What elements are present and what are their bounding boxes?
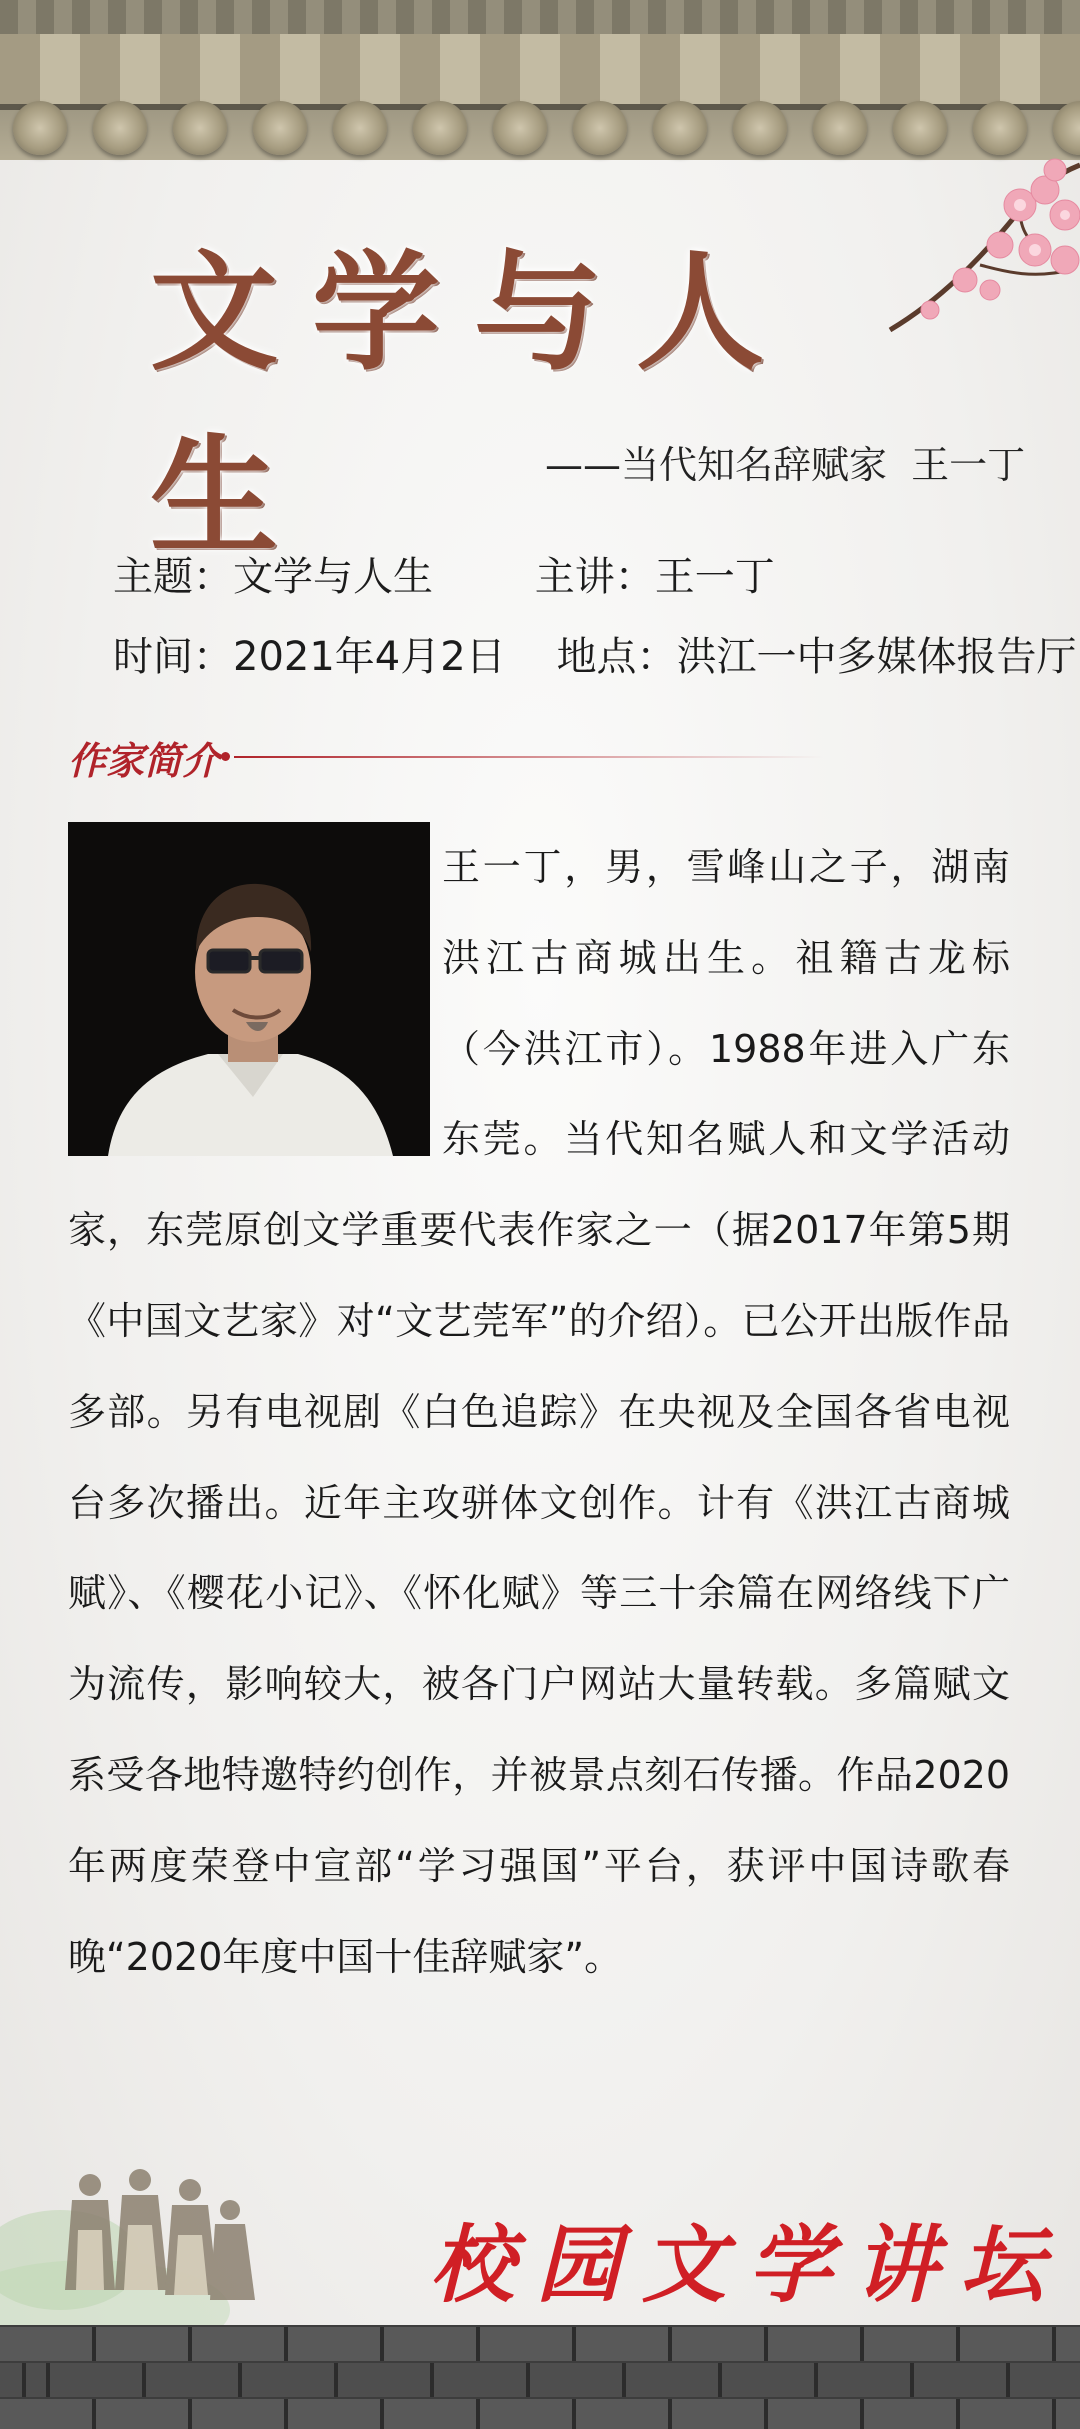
roof-tiles-decoration	[0, 0, 1080, 160]
slogan: 校园文学讲坛	[430, 2215, 1067, 2314]
cherry-blossom-branch-icon	[870, 150, 1080, 350]
brick-wall-decoration	[0, 2325, 1080, 2429]
page-title: 文学与人生	[150, 238, 799, 572]
photo-spacer	[68, 822, 430, 1154]
author-bio	[68, 822, 1010, 2002]
speaker-label: 主讲：	[534, 554, 655, 600]
ancient-scholars-painting	[0, 2140, 300, 2340]
section-divider	[234, 756, 824, 758]
speaker-value: 王一丁	[654, 554, 775, 600]
time-value: 2021年4月2日	[233, 634, 506, 680]
bio-text: 王一丁，男，雪峰山之子，湖南洪江古商城出生。祖籍古龙标（今洪江市）。1988年进入广东东莞。当代知名赋人和文学活动家，东莞原创文学重要代表作家之一（据2017年第5期《中国文艺家》对“文艺莞军”的介绍）。已公开出版作品多部。另有电视剧《白色追踪》在央视及全国各省电视台多次播出。近年主攻骈体文创作。计有《洪江古商城赋》、《樱花小记》、《怀化赋》等三十余篇在网络线下广为流传，影响较大，被各门户网站大量转载。多篇赋文系受各地特邀特约创作，并被景点刻石传播。作品2020年两度荣登中宣部“学习强国”平台，获评中国诗歌春晚“2020年度中国十佳辞赋家”。	[68, 845, 1010, 1979]
section-dot-icon	[221, 752, 230, 761]
venue-value: 洪江一中多媒体报告厅	[676, 634, 1077, 680]
section-header	[68, 730, 768, 783]
section-label: 作家简介	[68, 738, 221, 783]
time-label: 时间：	[113, 634, 233, 680]
venue-label: 地点：	[556, 634, 677, 680]
page-subtitle: ——当代知名辞赋家 王一丁	[545, 443, 1026, 487]
topic-label: 主题：	[113, 554, 233, 600]
info-row-topic-speaker	[113, 545, 775, 602]
info-row-time-venue	[113, 625, 1077, 682]
topic-value: 文学与人生	[233, 554, 433, 600]
